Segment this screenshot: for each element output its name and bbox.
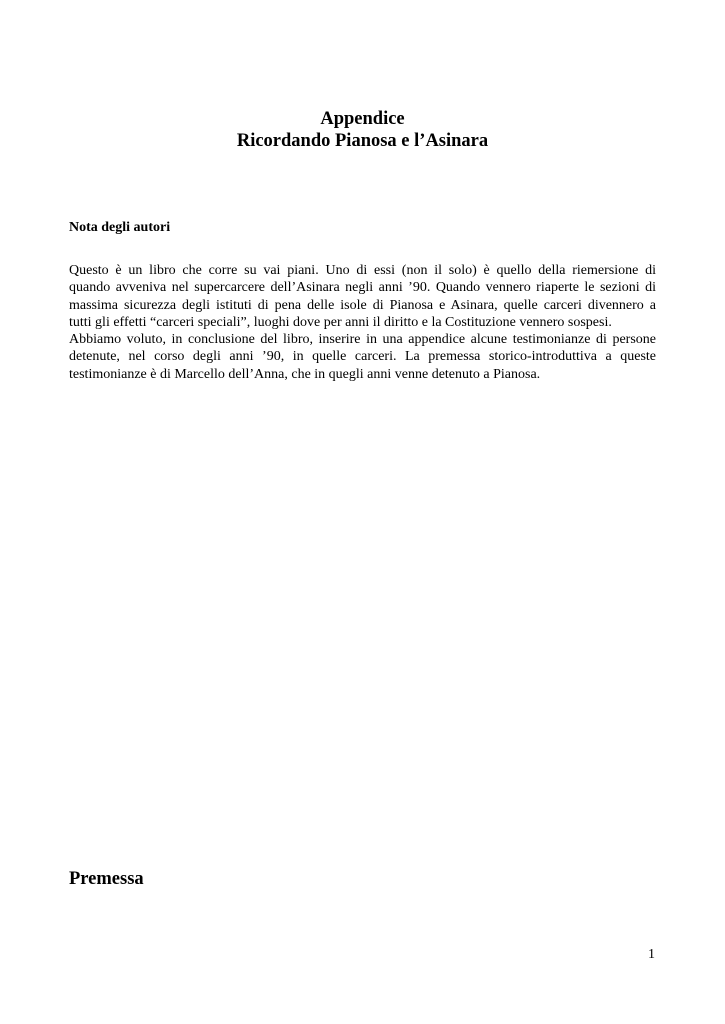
- title-line-subtitle: Ricordando Pianosa e l’Asinara: [236, 131, 489, 151]
- document-title: [0, 108, 725, 152]
- paragraph-line: Questo è un libro che corre su vai piani. Uno di essi (non il solo) è quello della riemersione di: [69, 263, 656, 278]
- paragraph-line: massima sicurezza degli istituti di pena delle isole di Pianosa e Asinara, quelle carceri divennero a: [69, 297, 656, 313]
- paragraph-line: detenute, nel corso degli anni ’90, in quelle carceri. La premessa storico-introduttiva a queste: [69, 349, 656, 365]
- section-heading-nota: Nota degli autori: [69, 220, 171, 235]
- paragraph-line: quando avveniva nel supercarcere dell’Asinara negli anni ’90. Quando vennero riaperte le sezioni di: [69, 280, 656, 296]
- title-line-appendice: Appendice: [320, 109, 405, 129]
- paragraph-nota: [69, 262, 656, 383]
- section-heading-premessa: Premessa: [69, 869, 144, 889]
- page-number: 1: [648, 947, 655, 962]
- paragraph-line: tutti gli effetti “carceri speciali”, luoghi dove per anni il diritto e la Costituzione vennero sospesi.: [69, 314, 612, 330]
- paragraph-line: testimonianze è di Marcello dell’Anna, che in quegli anni venne detenuto a Pianosa.: [69, 366, 541, 382]
- paragraph-line: Abbiamo voluto, in conclusione del libro, inserire in una appendice alcune testimonianze di persone: [69, 332, 656, 348]
